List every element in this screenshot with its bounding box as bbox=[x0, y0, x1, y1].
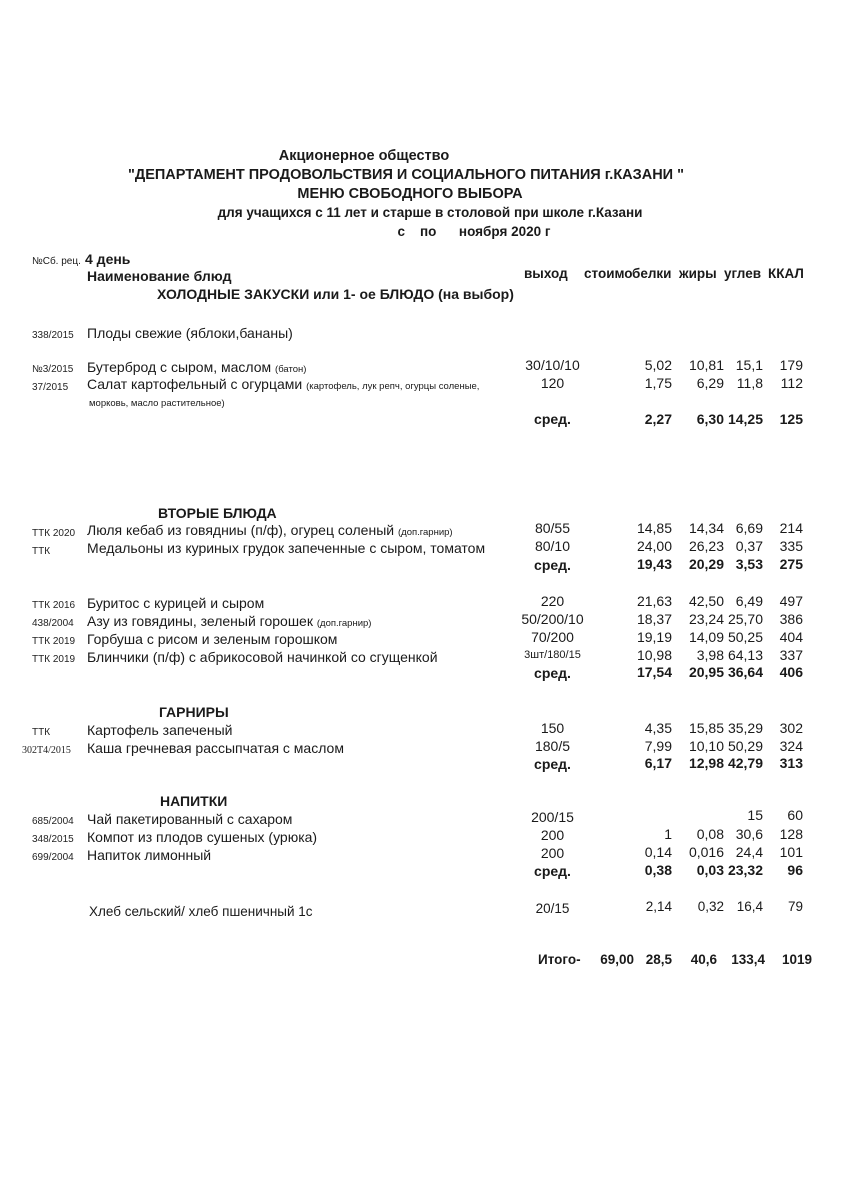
protein: 19,19 bbox=[636, 629, 672, 645]
dish-name: Компот из плодов сушеных (урюка) bbox=[87, 829, 318, 845]
kcal: 128 bbox=[779, 826, 803, 842]
protein: 4,35 bbox=[644, 720, 672, 736]
kcal: 335 bbox=[779, 538, 803, 554]
carbs: 11,8 bbox=[736, 375, 763, 391]
protein: 17,54 bbox=[636, 664, 672, 680]
cost-header: стоимо bbox=[584, 266, 633, 281]
menu-subtitle: для учащихся с 11 лет и старше в столовой при школе г.Казани bbox=[217, 205, 643, 220]
fat: 10,10 bbox=[688, 738, 724, 754]
day-label: 4 день bbox=[85, 251, 131, 267]
kcal: 302 bbox=[779, 720, 803, 736]
protein: 1,75 bbox=[644, 375, 672, 391]
kcal: 112 bbox=[780, 375, 803, 391]
fat: 42,50 bbox=[688, 593, 724, 609]
fat: 6,30 bbox=[696, 411, 724, 427]
output-header: выход bbox=[524, 266, 568, 281]
average-label: сред. bbox=[534, 863, 571, 879]
total-fat: 40,6 bbox=[690, 952, 717, 967]
section-title-sides: ГАРНИРЫ bbox=[159, 704, 229, 720]
fat-header: жиры bbox=[679, 266, 717, 281]
carbs: 30,6 bbox=[735, 826, 763, 842]
dish-name: Чай пакетированный с сахаром bbox=[87, 811, 293, 827]
dish-name: Каша гречневая рассыпчатая с маслом bbox=[87, 740, 344, 756]
dish-name: Плоды свежие (яблоки,бананы) bbox=[87, 325, 293, 341]
output: 220 bbox=[540, 593, 565, 609]
kcal: 60 bbox=[787, 807, 803, 823]
output: 120 bbox=[540, 375, 565, 391]
fat: 12,98 bbox=[688, 755, 724, 771]
protein-header: белки bbox=[632, 266, 672, 281]
protein: 0,38 bbox=[644, 862, 672, 878]
kcal: 214 bbox=[779, 520, 803, 536]
kcal: 313 bbox=[779, 755, 803, 771]
carbs: 6,69 bbox=[735, 520, 763, 536]
recipe-code: 438/2004 bbox=[32, 618, 74, 629]
protein: 6,17 bbox=[644, 755, 672, 771]
protein: 2,27 bbox=[644, 411, 672, 427]
recipe-code: 699/2004 bbox=[32, 852, 74, 863]
average-label: сред. bbox=[534, 411, 571, 427]
recipe-code: 338/2015 bbox=[32, 330, 74, 341]
dish-name: Медальоны из куриных грудок запеченные с сыром, томатом bbox=[87, 540, 486, 556]
protein: 2,14 bbox=[645, 899, 672, 914]
fat: 6,29 bbox=[696, 375, 724, 391]
carbs: 24,4 bbox=[735, 844, 763, 860]
kcal-header: ККАЛ bbox=[768, 266, 804, 281]
fat: 0,32 bbox=[697, 899, 724, 914]
recipe-code: ТТК bbox=[32, 546, 51, 557]
dish-name: Бутерброд с сыром, маслом (батон) bbox=[87, 359, 307, 375]
section-title-cold: ХОЛОДНЫЕ ЗАКУСКИ или 1- ое БЛЮДО (на выбор) bbox=[157, 286, 514, 302]
protein: 21,63 bbox=[636, 593, 672, 609]
carbs: 14,25 bbox=[727, 411, 763, 427]
section-title-main: ВТОРЫЕ БЛЮДА bbox=[158, 505, 277, 521]
carbs: 16,4 bbox=[736, 899, 763, 914]
output: 70/200 bbox=[531, 629, 574, 645]
carbs: 3,53 bbox=[735, 556, 763, 572]
output: 200/15 bbox=[531, 809, 574, 825]
kcal: 125 bbox=[779, 411, 803, 427]
average-label: сред. bbox=[534, 557, 571, 573]
dish-note: морковь, масло растительное) bbox=[89, 398, 225, 409]
average-label: сред. bbox=[534, 756, 571, 772]
protein: 0,14 bbox=[644, 844, 672, 860]
dish-name: Блинчики (п/ф) с абрикосовой начинкой со сгущенкой bbox=[87, 649, 438, 665]
protein: 1 bbox=[664, 826, 672, 842]
protein: 7,99 bbox=[644, 738, 672, 754]
dish-name: Горбуша с рисом и зеленым горошком bbox=[87, 631, 338, 647]
fat: 10,81 bbox=[688, 357, 724, 373]
fat: 0,03 bbox=[696, 862, 724, 878]
recipe-code: №3/2015 bbox=[32, 364, 74, 375]
dish-name: Салат картофельный с огурцами (картофель, лук репч, огурцы соленые, bbox=[87, 376, 480, 392]
carbs: 15 bbox=[747, 807, 763, 823]
output: 3шт/180/15 bbox=[524, 649, 581, 661]
carbs: 0,37 bbox=[735, 538, 763, 554]
fat: 0,016 bbox=[688, 844, 724, 860]
recipe-code: 302Т4/2015 bbox=[22, 745, 71, 756]
org-name: "ДЕПАРТАМЕНТ ПРОДОВОЛЬСТВИЯ И СОЦИАЛЬНОГО ПИТАНИЯ г.КАЗАНИ " bbox=[127, 167, 685, 183]
protein: 18,37 bbox=[636, 611, 672, 627]
kcal: 404 bbox=[779, 629, 803, 645]
dish-name-header: Наименование блюд bbox=[87, 268, 232, 284]
carbs: 6,49 bbox=[735, 593, 763, 609]
output: 80/55 bbox=[534, 520, 571, 536]
carbs: 23,32 bbox=[727, 862, 763, 878]
carbs: 64,13 bbox=[727, 647, 763, 663]
output: 30/10/10 bbox=[525, 357, 580, 373]
total-kcal: 1019 bbox=[781, 952, 812, 967]
fat: 0,08 bbox=[696, 826, 724, 842]
carbs: 42,79 bbox=[727, 755, 763, 771]
total-carbs: 133,4 bbox=[731, 952, 765, 967]
fat: 14,09 bbox=[688, 629, 724, 645]
protein: 14,85 bbox=[636, 520, 672, 536]
org-type: Акционерное общество bbox=[278, 148, 450, 164]
dish-name: Картофель запеченый bbox=[87, 722, 233, 738]
protein: 5,02 bbox=[644, 357, 672, 373]
carbs: 36,64 bbox=[727, 664, 763, 680]
recipe-code: ТТК 2020 bbox=[32, 528, 76, 539]
recipe-code: 348/2015 bbox=[32, 834, 74, 845]
fat: 14,34 bbox=[688, 520, 724, 536]
carbs: 25,70 bbox=[727, 611, 763, 627]
fat: 23,24 bbox=[688, 611, 724, 627]
carbs: 15,1 bbox=[735, 357, 763, 373]
carbs: 50,29 bbox=[727, 738, 763, 754]
output: 200 bbox=[540, 827, 565, 843]
kcal: 275 bbox=[779, 556, 803, 572]
fat: 15,85 bbox=[688, 720, 724, 736]
kcal: 386 bbox=[779, 611, 803, 627]
kcal: 101 bbox=[779, 844, 803, 860]
output: 180/5 bbox=[534, 738, 571, 754]
carbs-header: углев bbox=[724, 266, 761, 281]
recipe-code: ТТК 2019 bbox=[32, 636, 76, 647]
dish-name: Напиток лимонный bbox=[87, 847, 212, 863]
recipe-code: ТТК 2019 bbox=[32, 654, 76, 665]
recipe-code: ТТК bbox=[32, 727, 51, 738]
output: 150 bbox=[540, 720, 565, 736]
section-title-drinks: НАПИТКИ bbox=[160, 793, 228, 809]
fat: 3,98 bbox=[696, 647, 724, 663]
kcal: 324 bbox=[779, 738, 803, 754]
total-cost: 69,00 bbox=[600, 952, 634, 967]
dish-name: Буритос с курицей и сыром bbox=[87, 595, 265, 611]
fat: 20,29 bbox=[688, 556, 724, 572]
fat: 20,95 bbox=[688, 664, 724, 680]
kcal: 406 bbox=[779, 664, 803, 680]
total-protein: 28,5 bbox=[645, 952, 672, 967]
protein: 10,98 bbox=[636, 647, 672, 663]
recipe-code: ТТК 2016 bbox=[32, 600, 76, 611]
output: 50/200/10 bbox=[521, 611, 584, 627]
protein: 19,43 bbox=[636, 556, 672, 572]
dish-name: Люля кебаб из говядниы (п/ф), огурец соленый (доп.гарнир) bbox=[87, 522, 453, 538]
average-label: сред. bbox=[534, 665, 571, 681]
output: 200 bbox=[540, 845, 565, 861]
dish-name: Азу из говядины, зеленый горошек (доп.гарнир) bbox=[87, 613, 372, 629]
kcal: 79 bbox=[787, 899, 803, 914]
kcal: 96 bbox=[787, 862, 803, 878]
recipe-no-header: №Сб. рец. bbox=[32, 256, 81, 267]
recipe-code: 685/2004 bbox=[32, 816, 74, 827]
kcal: 337 bbox=[779, 647, 803, 663]
dish-name: Хлеб сельский/ хлеб пшеничный 1с bbox=[89, 904, 313, 919]
output: 80/10 bbox=[534, 538, 571, 554]
protein: 24,00 bbox=[636, 538, 672, 554]
recipe-code: 37/2015 bbox=[32, 382, 69, 393]
fat: 26,23 bbox=[688, 538, 724, 554]
menu-title: МЕНЮ СВОБОДНОГО ВЫБОРА bbox=[297, 186, 523, 202]
output: 20/15 bbox=[535, 901, 570, 916]
menu-dates: с по ноября 2020 г bbox=[397, 224, 551, 239]
carbs: 50,25 bbox=[727, 629, 763, 645]
carbs: 35,29 bbox=[727, 720, 763, 736]
kcal: 179 bbox=[779, 357, 803, 373]
kcal: 497 bbox=[779, 593, 803, 609]
total-label: Итого- bbox=[538, 952, 581, 967]
